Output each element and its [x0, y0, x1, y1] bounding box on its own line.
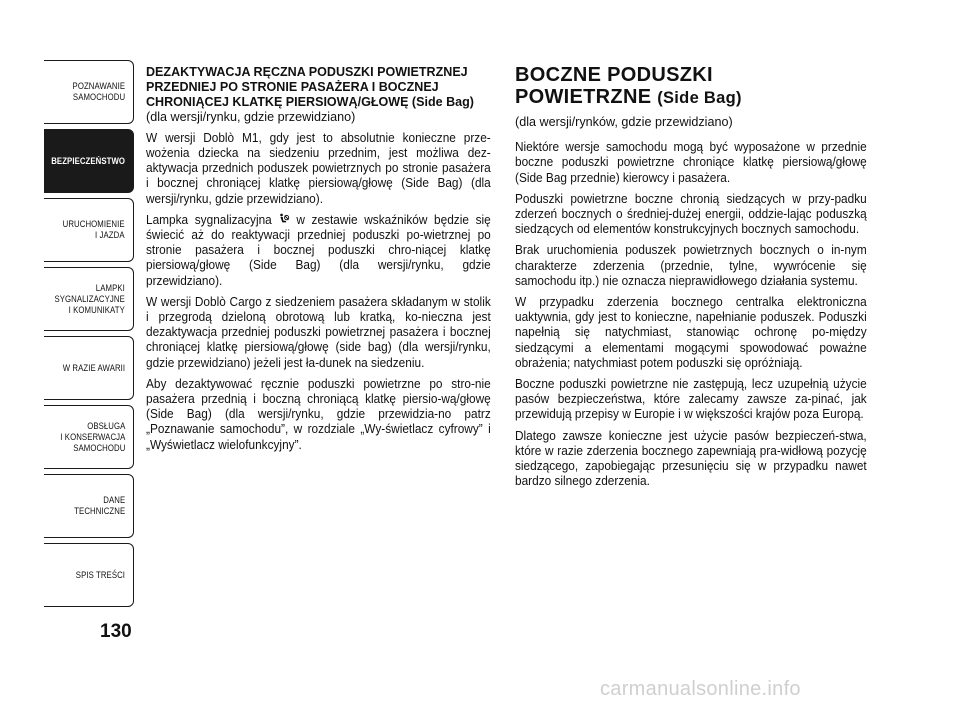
section-title: [515, 64, 868, 109]
paragraph: Boczne poduszki powietrzne nie zastępują, lecz uzupełnią użycie pasów bezpieczeństwa, które zalecamy zawsze za-pinać, jak przewidują przepisy w Europie i w większości krajów poza Europą.: [515, 377, 867, 422]
paragraph: W wersji Doblò M1, gdy jest to absolutnie konieczne prze-wożenia dziecka na siedzeniu przednim, jest możliwa dez-aktywacja przednich poduszek powietrznych po stronie pasażera i bocznej chroniącej klatkę piersiową/głowę (Side Bag) (dla wersji/rynku, gdzie przewidziano).: [146, 130, 491, 206]
paragraph-text: w zestawie wskaźników będzie się świecić aż do reaktywacji przedniej poduszki po-wietrznej po stronie pasażera i bocznej poduszki chro-niącej klatkę piersiową/głowę (Side Bag) (dla wersji/rynku, gdzie przewidziano).: [146, 212, 491, 288]
paragraph: Niektóre wersje samochodu mogą być wyposażone w przednie boczne poduszki powietrzne chroniące klatkę piersiową/głowę (Side Bag przednie) kierowcy i pasażera.: [515, 140, 867, 185]
tab-label: LAMPKI SYGNALIZACYJNE I KOMUNIKATY: [54, 282, 125, 316]
tab-label: W RAZIE AWARII: [62, 362, 125, 374]
tab-label: BEZPIECZEŃSTWO: [51, 155, 125, 167]
tab-poznawanie-samochodu[interactable]: [44, 60, 134, 124]
airbag-off-icon: [278, 213, 289, 225]
right-column: [515, 64, 868, 495]
watermark: carmanualsonline.info: [600, 678, 801, 700]
paragraph: Aby dezaktywować ręcznie poduszki powietrzne po stro-nie pasażera przednią i boczną chroniącą klatkę piersio-wą/głowę (Side Bag) (dla wersji/rynku, gdzie przewidzia-no patrz „Poznawanie samochodu”, w rozdziale „Wy-świetlacz cyfrowy” i „Wyświetlacz wielofunkcyjny”.: [146, 376, 491, 452]
tab-label: SPIS TREŚCI: [75, 569, 125, 581]
paragraph: Dlatego zawsze konieczne jest użycie pasów bezpieczeń-stwa, które w razie zderzenia bocznego zapewniają pra-widłową pozycję siedzącego, zapobiegając przesunięciu się w przypadku nawet bardzo silnego zderzenia.: [515, 428, 867, 489]
chapter-sidebar: [44, 60, 134, 612]
tab-label: DANE TECHNICZNE: [73, 495, 125, 517]
paragraph: Brak uruchomienia poduszek powietrznych bocznych o in-nym charakterze zderzenia (przednie, tylne, wywrócenie się samochodu itp.) nie oznacza nieprawidłowego działania systemu.: [515, 243, 867, 288]
tab-bezpieczenstwo[interactable]: [44, 129, 134, 193]
version-note: (dla wersji/rynków, gdzie przewidziano): [515, 115, 733, 129]
page-number: 130: [100, 621, 132, 642]
tab-w-razie-awarii[interactable]: [44, 336, 134, 400]
tab-label: POZNAWANIE SAMOCHODU: [72, 81, 125, 103]
section-heading: DEZAKTYWACJA RĘCZNA PODUSZKI POWIETRZNEJ PRZEDNIEJ PO STRONIE PASAŻERA I BOCZNEJ CHRONIĄCEJ KLATKĘ PIERSIOWĄ/GŁOWĘ (Side Bag): [146, 64, 474, 110]
tab-lampki-sygnalizacyjne[interactable]: [44, 267, 134, 331]
title-line: POWIETRZNE: [515, 86, 652, 108]
title-line: BOCZNE PODUSZKI: [515, 64, 713, 86]
paragraph: W wersji Doblò Cargo z siedzeniem pasażera składanym w stolik i przegrodą dzieloną obrotową lub kratką, ko-nieczna jest dezaktywacja przedniej poduszki powietrznej pasażera i bocznej chroniącej klatkę piersiową/głowę (side bag) (dla wersji/rynku, gdzie przewidziano) jeżeli jest ła-dunek na siedzeniu.: [146, 294, 491, 370]
paragraph: [146, 213, 491, 289]
tab-spis-tresci[interactable]: [44, 543, 134, 607]
paragraph-text: Lampka sygnalizacyjna: [146, 212, 272, 227]
paragraph: W przypadku zderzenia bocznego centralka elektroniczna uaktywnia, gdy jest to konieczne, napełnianie poduszek. Poduszki napełnią się natychmiast, stanowiąc ochronę po-między siedzącymi a elementami mogącymi spowodować poważne obrażenia; natychmiast potem poduszki się opróżniają.: [515, 295, 867, 370]
tab-obsluga-i-konserwacja[interactable]: [44, 405, 134, 469]
left-column: [146, 64, 492, 459]
tab-label: URUCHOMIENIE I JAZDA: [62, 219, 125, 241]
paragraph: Poduszki powietrzne boczne chronią siedzących w przy-padku zderzeń bocznych o średniej-dużej energii, oddzie-lając poduszką siedzących od elementów konstrukcyjnych bocznych samochodu.: [515, 191, 867, 237]
version-note: (dla wersji/rynku, gdzie przewidziano): [146, 109, 356, 124]
title-suffix: (Side Bag): [657, 89, 742, 107]
tab-dane-techniczne[interactable]: [44, 474, 134, 538]
tab-uruchomienie-i-jazda[interactable]: [44, 198, 134, 262]
tab-label: OBSŁUGA I KONSERWACJA SAMOCHODU: [59, 420, 125, 454]
